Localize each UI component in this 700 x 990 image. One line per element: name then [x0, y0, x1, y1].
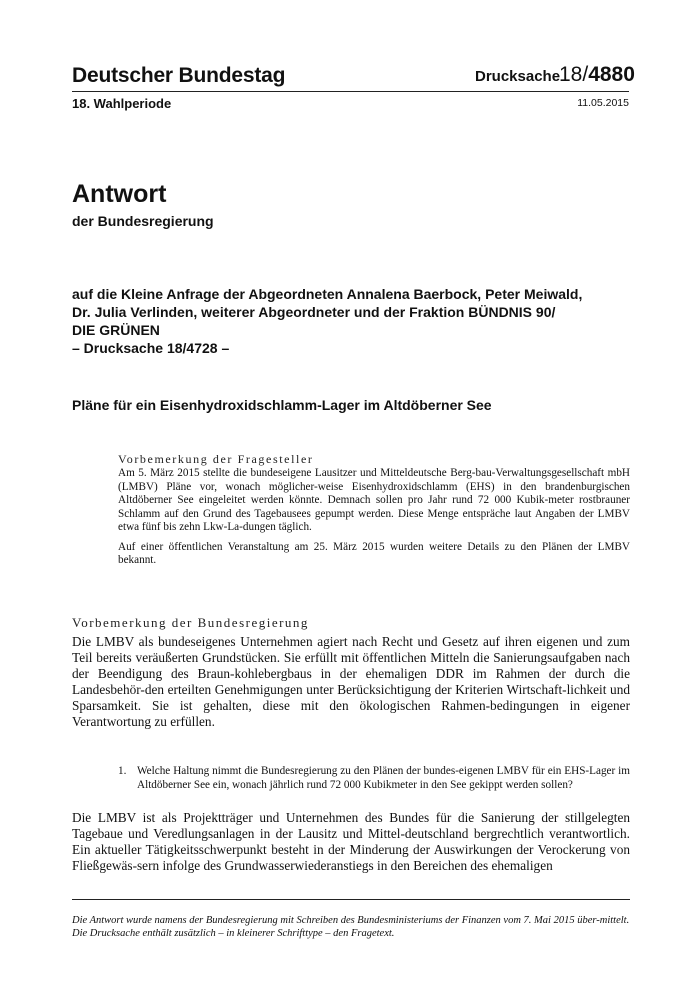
document-title: Antwort — [72, 180, 167, 208]
vorbemerkung-fragesteller-text — [118, 467, 630, 574]
vorbemerkung-bundesregierung-heading: Vorbemerkung der Bundesregierung — [72, 615, 309, 630]
institution-title: Deutscher Bundestag — [72, 64, 286, 87]
footnote-divider — [72, 899, 630, 900]
header-divider — [72, 91, 629, 92]
footnote — [72, 914, 632, 940]
paragraph: Auf einer öffentlichen Veranstaltung am 25. März 2015 wurden weitere Details zu den Plänen der LMBV bekannt. — [118, 540, 630, 566]
anfrage-line: – Drucksache 18/4728 – — [72, 340, 230, 356]
anfrage-line: DIE GRÜNEN — [72, 322, 160, 338]
topic-heading: Pläne für ein Eisenhydroxidschlamm-Lager im Altdöberner See — [72, 397, 492, 413]
drucksache-id: 4880 — [588, 63, 635, 86]
question-text: Welche Haltung nimmt die Bundesregierung zu den Plänen der bundes-eigenen LMBV für ein EHS-Lager im Altdöberner See ein, wonach jährlich rund 72 000 Kubikmeter in den See gekippt werden sollen? — [137, 765, 630, 791]
footnote-line: Die Antwort wurde namens der Bundesregierung mit Schreiben des Bundesministeriums der Finanzen vom 7. Mai 2015 über-mittelt. — [72, 915, 630, 926]
document-date: 11.05.2015 — [577, 97, 629, 109]
drucksache-label: Drucksache — [475, 68, 561, 85]
answer-1: Die LMBV ist als Projektträger und Unternehmen des Bundes für die Sanierung der stillgelegten Tagebaue und Veredlungsanlagen in der Lausitz und Mittel-deutschland bergrechtlich verantwortlich. Ein aktueller Tätigkeitsschwerpunkt besteht in der Minderung der Auswirkungen der Verockerung von Fließgewäs-sern infolge des Grundwasserwiederanstiegs in den Bereichen des ehemaligen — [72, 810, 630, 873]
vorbemerkung-bundesregierung-text: Die LMBV als bundeseigenes Unternehmen agiert nach Recht und Gesetz auf ihren eigenen und zum Teil bereits veräußerten Grundstücken. Sie erfüllt mit öffentlichen Mitteln die Sanierungsaufgaben nach der Beendigung des Braun-kohlebergbaus in der ehemaligen DDR im Rahmen der durch die Landesbehör-den erteilten Genehmigungen unter Berücksichtigung der Kriterien Wirtschaft-lichkeit und Sparsamkeit. Sie ist gehalten, diese mit den ökologischen Rahmen-bedingungen in eigener Verantwortung zu erfüllen. — [72, 634, 630, 729]
footnote-line: Die Drucksache enthält zusätzlich – in kleinerer Schrifttype – den Fragetext. — [72, 928, 395, 939]
wahlperiode: 18. Wahlperiode — [72, 96, 172, 111]
anfrage-block — [72, 285, 632, 357]
anfrage-line: auf die Kleine Anfrage der Abgeordneten Annalena Baerbock, Peter Meiwald, — [72, 286, 583, 302]
drucksache-number — [559, 63, 635, 87]
question-1 — [118, 765, 630, 792]
question-number: 1. — [118, 765, 127, 777]
drucksache-prefix: 18/ — [559, 63, 589, 86]
document-subtitle: der Bundesregierung — [72, 213, 214, 229]
paragraph: Am 5. März 2015 stellte die bundeseigene Lausitzer und Mitteldeutsche Berg-bau-Verwaltungsgesellschaft mbH (LMBV) Pläne vor, wonach möglicher-weise Eisenhydroxidschlamm (EHS) in den brandenburgischen Altdöberner See eingeleitet werden könnte. Demnach sollen pro Jahr rund 72 000 Kubik-meter rostbrauner Schlamm auf den Grund des Tagebausees gepumpt werden. Diese Menge entspräche laut Angaben der LMBV etwa fünf bis zehn Lkw-La-dungen täglich. — [118, 467, 630, 533]
anfrage-line: Dr. Julia Verlinden, weiterer Abgeordneter und der Fraktion BÜNDNIS 90/ — [72, 304, 556, 320]
vorbemerkung-fragesteller-heading: Vorbemerkung der Fragesteller — [118, 452, 314, 466]
